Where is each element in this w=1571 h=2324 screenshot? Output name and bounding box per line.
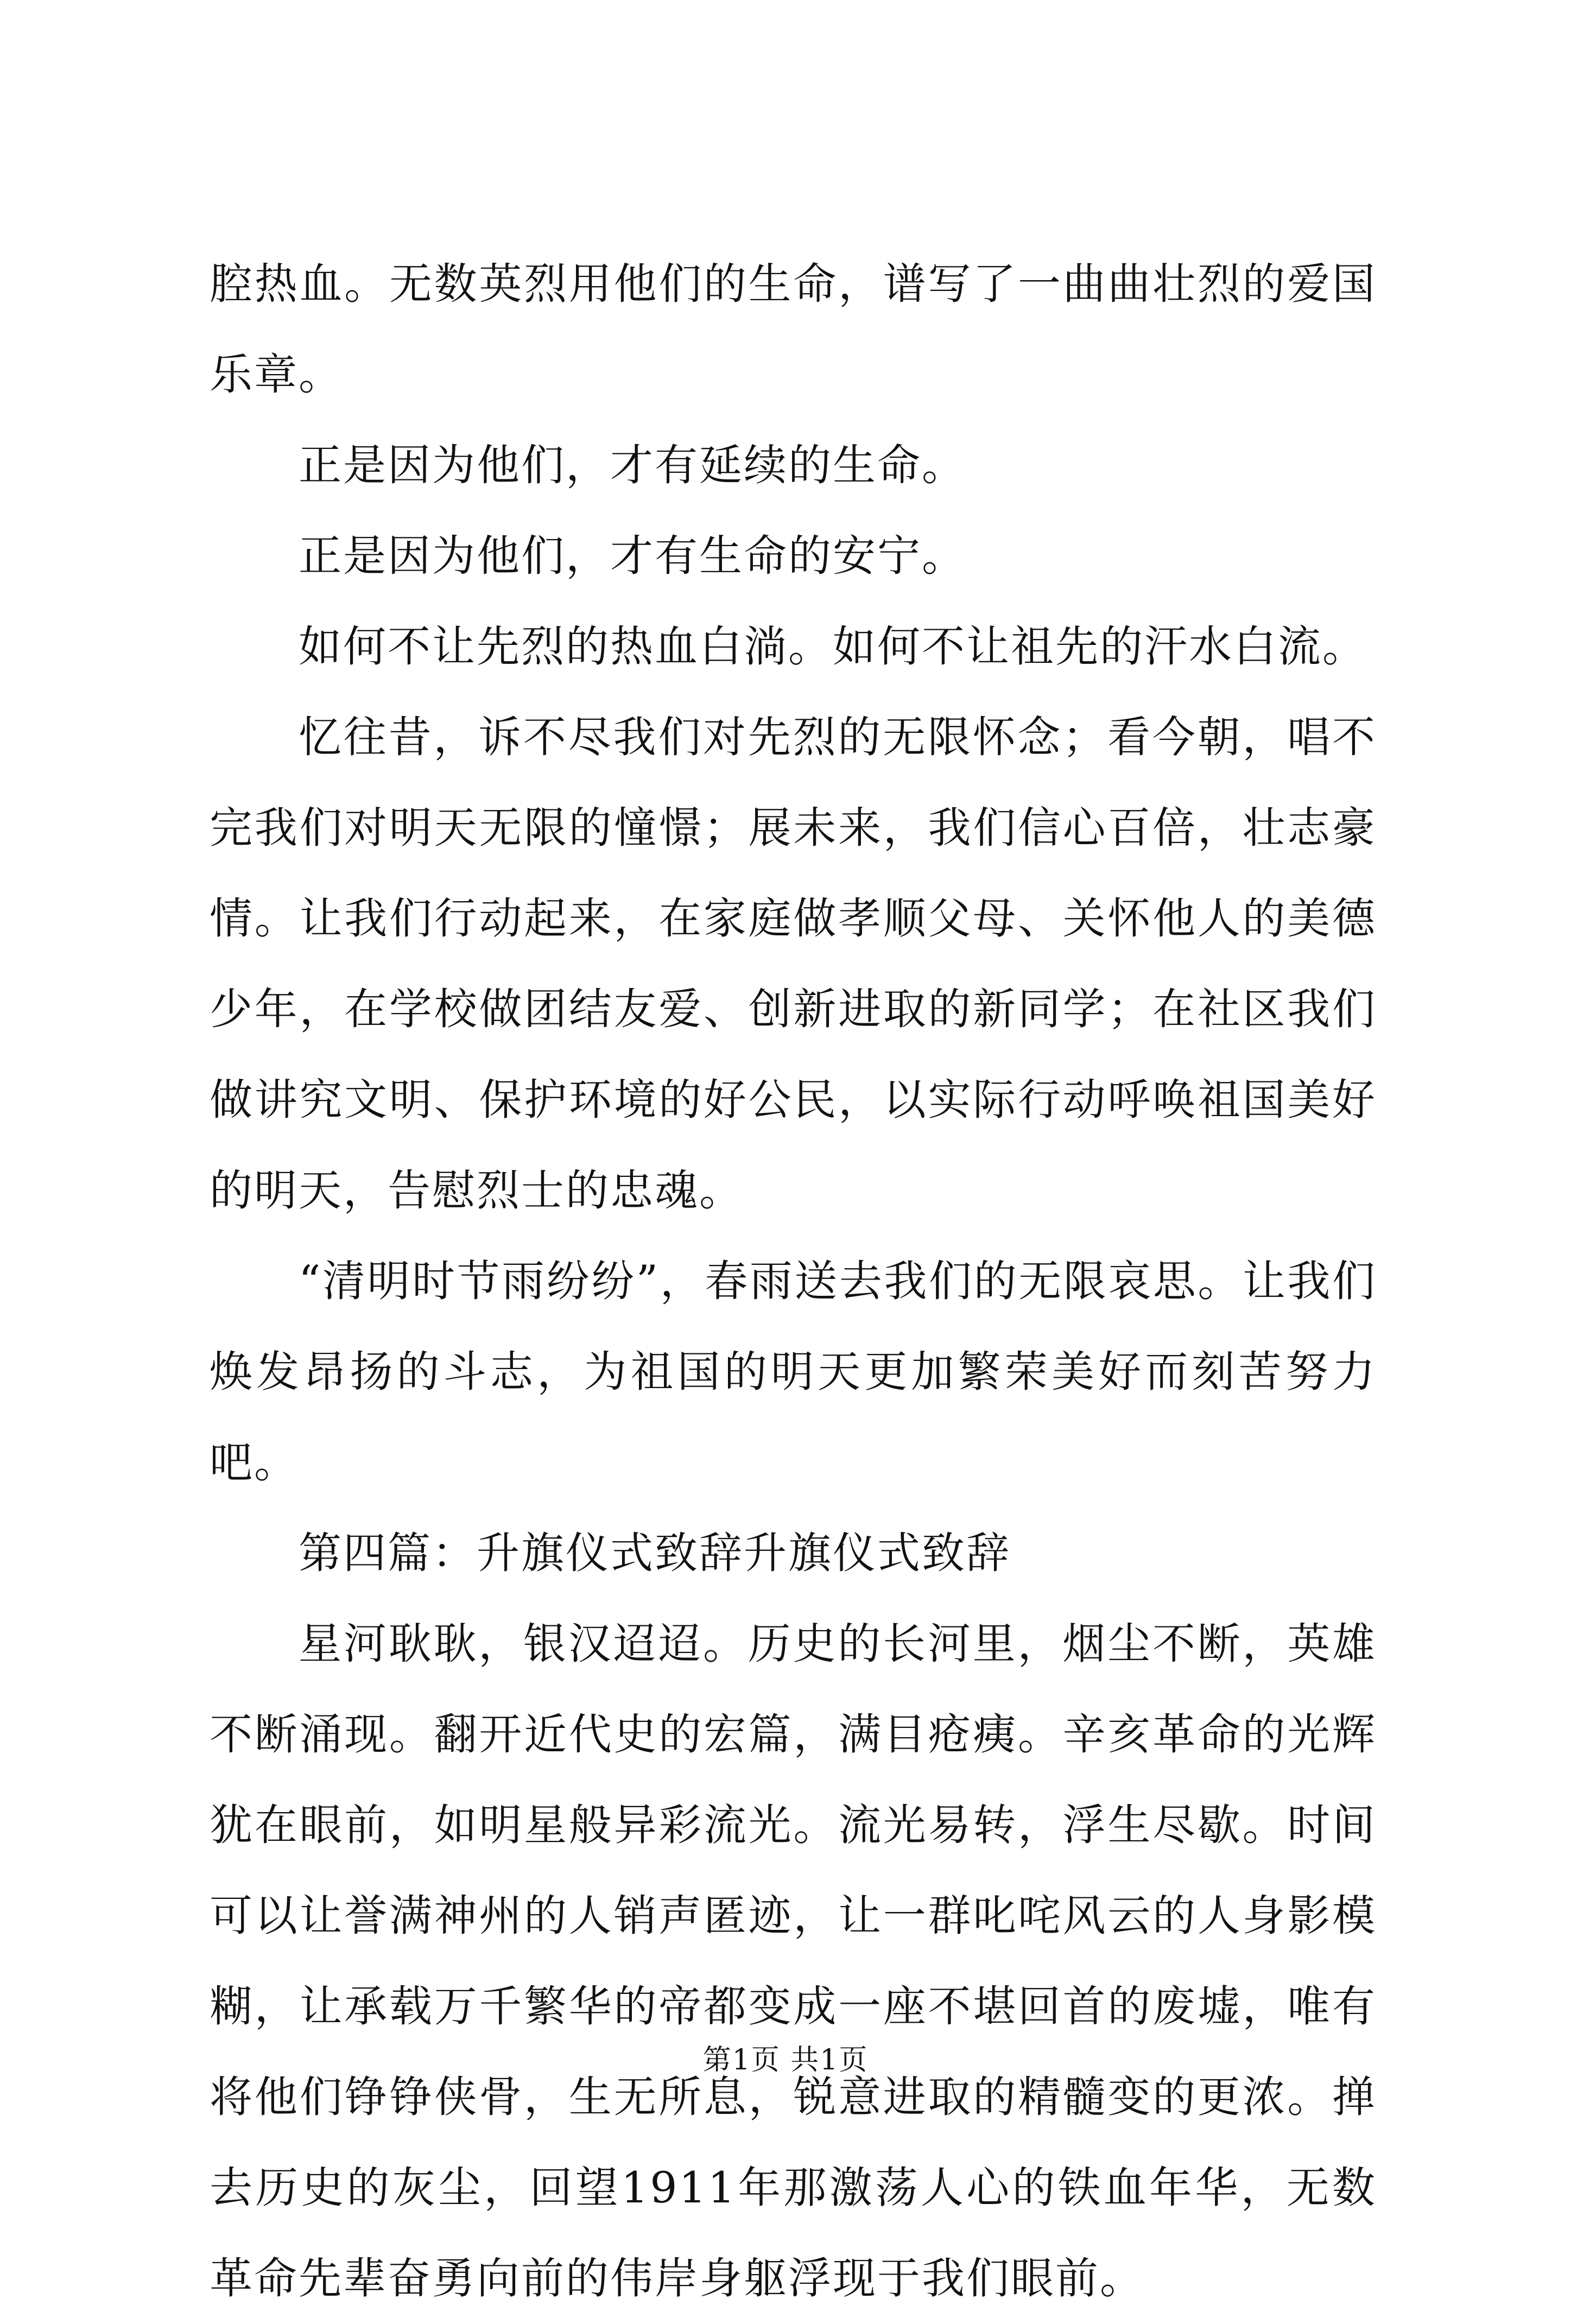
paragraph-5: 忆往昔，诉不尽我们对先烈的无限怀念；看今朝，唱不完我们对明天无限的憧憬；展未来，我们信心百倍，壮志豪情。让我们行动起来，在家庭做孝顺父母、关怀他人的美德少年，在学校做团结友爱、创新进取的新同学；在社区我们做讲究文明、保护环境的好公民，以实际行动呼唤祖国美好的明天，告慰烈士的忠魂。 [210, 712, 1377, 1215]
section-heading: 第四篇：升旗仪式致辞升旗仪式致辞 [299, 1528, 1011, 1578]
paragraph-8: 星河耿耿，银汉迢迢。历史的长河里，烟尘不断，英雄不断涌现。翻开近代史的宏篇，满目疮痍。辛亥革命的光辉犹在眼前，如明星般异彩流光。流光易转，浮生尽歇。时间可以让誉满神州的人销声匿迹，让一群叱咤风云的人身影模糊，让承载万千繁华的帝都变成一座不堪回首的废墟，唯有将他们铮铮侠骨，生无所息，锐意进取的精髓变的更浓。掸去历史的灰尘，回望1911年那激荡人心的铁血年华，无数革命先辈奋勇向前的伟岸身躯浮现于我们眼前。 [210, 1619, 1377, 2303]
paragraph-4: 如何不让先烈的热血白淌。如何不让祖先的汗水白流。 [299, 622, 1367, 672]
page-footer: 第1页 共1页 [702, 2044, 869, 2076]
paragraph-1: 腔热血。无数英烈用他们的生命，谱写了一曲曲壮烈的爱国乐章。 [210, 259, 1377, 400]
paragraph-3: 正是因为他们，才有生命的安宁。 [299, 531, 966, 581]
document-body [210, 239, 1377, 2324]
paragraph-6: “清明时节雨纷纷”，春雨送去我们的无限哀思。让我们焕发昂扬的斗志，为祖国的明天更加繁荣美好而刻苦努力吧。 [210, 1256, 1377, 1487]
paragraph-2: 正是因为他们，才有延续的生命。 [299, 440, 966, 490]
